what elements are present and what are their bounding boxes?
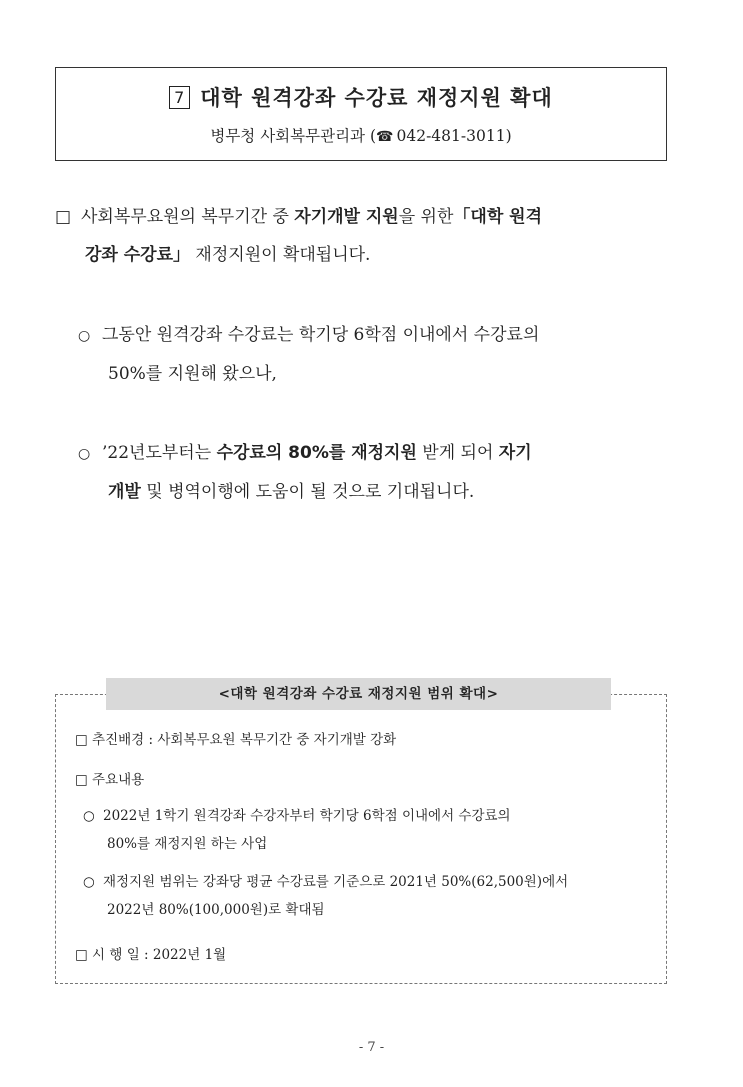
text: 및 병역이행에 도움이 될 것으로 기대됩니다. (140, 482, 475, 502)
section-title (56, 82, 666, 112)
text: 50%를 지원해 왔으나, (108, 364, 277, 384)
department-line (56, 124, 666, 146)
text: 재정지원이 확대됩니다. (190, 245, 371, 265)
bold-text: 개발 (108, 482, 141, 502)
circle-bullet: ○ (78, 446, 91, 462)
bold-text: 자기 (498, 443, 532, 463)
text: 2022년 1학기 원격강좌 수강자부터 학기당 6학점 이내에서 수강료의 (103, 808, 511, 824)
circle-bullet: ○ (83, 874, 95, 890)
text: ’22년도부터는 (102, 443, 217, 463)
text: 재정지원 범위는 강좌당 평균 수강료를 기준으로 2021년 50%(62,500원)에서 (103, 874, 569, 890)
bold-text: 자기개발 지원 (294, 207, 399, 227)
paragraph-previous-support (78, 316, 670, 393)
bold-text: 「대학 원격 (453, 207, 543, 227)
paragraph-new-support (78, 434, 670, 511)
summary-background: □ 추진배경 : 사회복무요원 복무기간 중 자기개발 강화 (75, 732, 397, 748)
paren-close: ) (505, 127, 512, 145)
text: 사회복무요원의 복무기간 중 (81, 207, 295, 227)
summary-main-content: □ 주요내용 (75, 772, 145, 788)
paragraph-main (55, 198, 670, 274)
department-name: 병무청 사회복무관리과 (210, 127, 366, 145)
paren-open: ( (369, 127, 377, 145)
summary-detail-1 (83, 802, 658, 858)
title-box (55, 67, 667, 161)
circle-bullet: ○ (83, 808, 95, 824)
phone-number: 042-481-3011 (396, 127, 506, 145)
text: 80%를 재정지원 하는 사업 (107, 836, 268, 852)
phone-icon: ☎ (376, 129, 394, 145)
square-bullet: □ (55, 207, 72, 227)
text: 그동안 원격강좌 수강료는 학기당 6학점 이내에서 수강료의 (102, 325, 540, 345)
bold-text: 수강료의 80%를 재정지원 (216, 443, 417, 463)
summary-banner: <대학 원격강좌 수강료 재정지원 범위 확대> (106, 678, 611, 710)
text: 2022년 80%(100,000원)로 확대됨 (107, 902, 325, 918)
text: 을 위한 (398, 207, 454, 227)
bold-text: 강좌 수강료」 (85, 245, 191, 265)
section-number-box: 7 (169, 86, 190, 109)
circle-bullet: ○ (78, 328, 91, 344)
page-number: - 7 - (358, 1040, 385, 1055)
summary-detail-2 (83, 868, 658, 924)
section-title-text: 대학 원격강좌 수강료 재정지원 확대 (200, 86, 553, 110)
summary-effective-date: □ 시 행 일 : 2022년 1월 (75, 947, 227, 963)
text: 받게 되어 (416, 443, 499, 463)
